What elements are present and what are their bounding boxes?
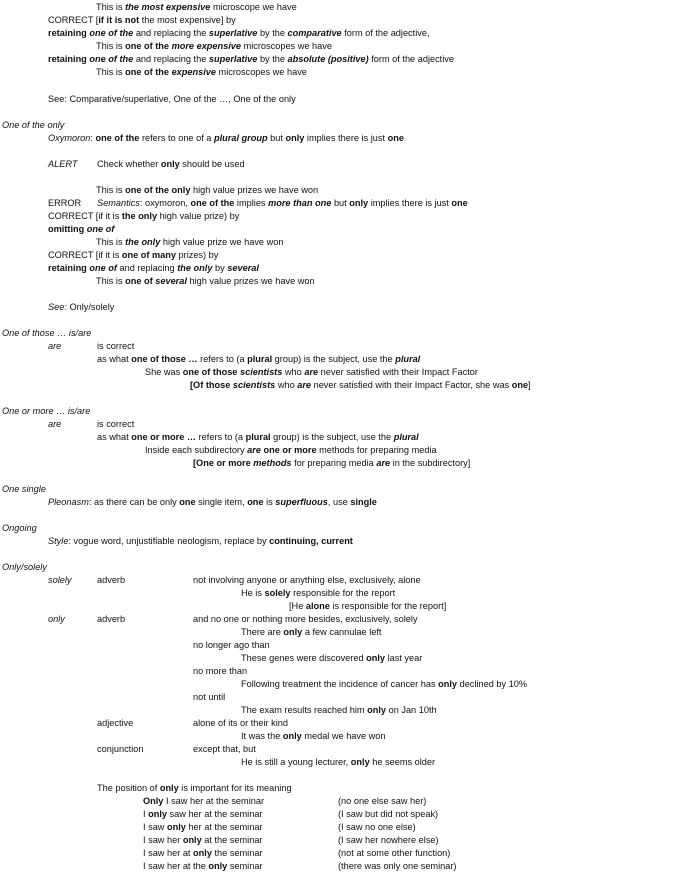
text-line: [145, 366, 478, 378]
text-line: [193, 613, 418, 625]
text-run: This is: [96, 41, 126, 51]
text-run: one: [387, 133, 404, 143]
text-run: One or more … is/are: [2, 406, 91, 416]
text-run: omitting: [48, 224, 87, 234]
text-line: [96, 236, 283, 248]
text-run: ERROR: [48, 198, 82, 208]
text-line: [143, 834, 263, 846]
text-run: only: [160, 159, 180, 169]
text-run: retaining: [48, 54, 90, 64]
text-run: conjunction: [97, 744, 144, 754]
text-run: absolute (positive): [287, 54, 369, 64]
text-run: There are: [241, 627, 284, 637]
text-run: See: Comparative/superlative, One of the …, One of the only: [48, 94, 296, 104]
text-run: the only: [121, 211, 158, 221]
text-run: only: [208, 861, 228, 871]
text-run: several: [155, 276, 187, 286]
text-run: high value prize) by: [157, 211, 240, 221]
text-run: only: [148, 809, 167, 819]
text-run: as what: [97, 354, 132, 364]
text-run: only: [283, 627, 303, 637]
text-run: I saw her: [143, 835, 183, 845]
text-run: superlative: [208, 54, 258, 64]
text-run: CORRECT [if it is: [48, 211, 122, 221]
text-run: , use: [327, 497, 351, 507]
text-run: not until: [193, 692, 226, 702]
text-run: one or more …: [131, 432, 197, 442]
text-run: is correct: [97, 419, 135, 429]
text-run: One of the only: [2, 120, 65, 130]
text-run: These genes were discovered: [241, 653, 367, 663]
text-run: refers to (a: [196, 432, 246, 442]
text-run: he seems older: [369, 757, 436, 767]
text-line: [97, 743, 143, 755]
text-run: (no one else saw her): [338, 796, 427, 806]
text-run: Only/solely: [2, 562, 47, 572]
text-run: CORRECT [if it is: [48, 250, 122, 260]
text-run: group) is the subject, use the: [272, 354, 396, 364]
text-run: scientists: [232, 380, 276, 390]
text-line: [96, 1, 297, 13]
text-run: ALERT: [48, 159, 78, 169]
text-line: [48, 574, 72, 586]
text-run: adverb: [97, 575, 126, 585]
text-run: by the: [257, 54, 288, 64]
text-run: (not at some other function): [338, 848, 451, 858]
text-run: :: [90, 133, 96, 143]
text-run: never satisfied with their Impact Factor, she was: [311, 380, 512, 390]
text-run: Only: [143, 796, 164, 806]
text-line: [338, 821, 416, 833]
text-run: (I saw her nowhere else): [338, 835, 439, 845]
text-run: saw her at the seminar: [167, 809, 263, 819]
text-run: microscope we have: [210, 2, 297, 12]
text-run: no longer ago than: [193, 640, 270, 650]
text-line: [97, 574, 125, 586]
text-line: [193, 574, 421, 586]
text-run: solely: [48, 575, 72, 585]
text-run: (I saw but did not speak): [338, 809, 439, 819]
text-run: Only/solely: [66, 302, 115, 312]
text-run: See:: [48, 302, 67, 312]
text-line: [145, 444, 437, 456]
text-line: [97, 197, 468, 209]
text-run: Pleonasm: [48, 497, 89, 507]
text-run: He is still a young lecturer,: [241, 757, 351, 767]
text-run: I saw her at: [143, 848, 194, 858]
text-line: [289, 600, 446, 612]
text-line: [143, 860, 263, 872]
text-run: methods for preparing media: [316, 445, 437, 455]
text-run: her at the seminar: [185, 822, 263, 832]
text-run: This is: [96, 2, 126, 12]
text-run: single item,: [195, 497, 248, 507]
text-run: never satisfied with their Impact Factor: [318, 367, 478, 377]
text-run: expensive: [171, 67, 216, 77]
text-line: [96, 275, 315, 287]
text-run: One single: [2, 484, 46, 494]
text-line: [48, 14, 236, 26]
text-run: Inside each subdirectory: [145, 445, 248, 455]
section-heading: [2, 327, 91, 339]
text-line: [338, 795, 426, 807]
text-run: alone: [305, 601, 330, 611]
text-run: only: [48, 614, 65, 624]
text-run: one of the: [190, 198, 235, 208]
text-run: single: [350, 497, 377, 507]
text-run: only: [285, 133, 305, 143]
text-run: Style: [48, 536, 69, 546]
text-line: [48, 132, 404, 144]
text-run: the seminar: [211, 848, 263, 858]
text-run: is correct: [97, 341, 135, 351]
text-line: [97, 717, 133, 729]
text-run: (I saw no one else): [338, 822, 416, 832]
text-run: This is: [96, 276, 126, 286]
text-line: [96, 40, 332, 52]
section-heading: [2, 119, 64, 131]
text-line: [97, 782, 292, 794]
text-run: only: [159, 783, 179, 793]
text-run: but: [267, 133, 286, 143]
text-line: [338, 860, 456, 872]
text-run: group) is the subject, use the: [270, 432, 394, 442]
text-run: Following treatment the incidence of cancer has: [241, 679, 439, 689]
text-run: [One or more: [193, 458, 254, 468]
text-run: is important for its meaning: [178, 783, 292, 793]
text-run: on Jan 10th: [386, 705, 437, 715]
text-run: are: [304, 367, 319, 377]
text-run: are: [297, 380, 312, 390]
text-run: several: [227, 263, 259, 273]
text-run: only: [193, 848, 212, 858]
text-line: [48, 27, 430, 39]
text-line: [193, 691, 225, 703]
text-run: one or more: [263, 445, 317, 455]
text-run: plural: [395, 354, 421, 364]
text-run: at the seminar: [201, 835, 263, 845]
text-run: one of the: [125, 41, 172, 51]
text-run: one of the: [89, 54, 134, 64]
text-run: is: [263, 497, 276, 507]
text-run: alone of its or their kind: [193, 718, 288, 728]
text-line: [193, 639, 270, 651]
text-run: one: [451, 198, 468, 208]
text-run: only: [282, 731, 302, 741]
text-run: (there was only one seminar): [338, 861, 457, 871]
text-run: only: [349, 198, 369, 208]
text-run: by: [212, 263, 228, 273]
text-run: high value prizes we have won: [190, 185, 319, 195]
text-run: solely: [264, 588, 291, 598]
text-run: scientists: [239, 367, 283, 377]
text-run: for preparing media: [291, 458, 377, 468]
text-run: one of: [86, 224, 115, 234]
text-run: responsible for the report: [290, 588, 396, 598]
text-run: microscopes we have: [216, 67, 307, 77]
text-run: The position of: [97, 783, 160, 793]
text-run: refers to (a: [197, 354, 248, 364]
text-line: [193, 665, 247, 677]
text-run: refers to one of a: [139, 133, 214, 143]
text-line: [97, 613, 125, 625]
text-run: only: [438, 679, 458, 689]
text-line: [96, 184, 318, 196]
text-line: [48, 418, 61, 430]
text-run: one: [511, 380, 529, 390]
text-run: in the subdirectory]: [390, 458, 471, 468]
text-line: [190, 379, 531, 391]
text-line: [48, 223, 114, 235]
text-run: and no one or nothing more besides, exclusively, solely: [193, 614, 418, 624]
text-line: [143, 821, 263, 833]
text-line: [193, 457, 470, 469]
text-run: if it is not: [98, 15, 140, 25]
text-line: [48, 535, 353, 547]
text-run: only: [182, 835, 202, 845]
text-line: [241, 626, 381, 638]
text-run: declined by 10%: [457, 679, 528, 689]
text-run: the most expensive: [125, 2, 211, 12]
text-run: plural: [393, 432, 419, 442]
text-run: the only: [177, 263, 213, 273]
text-run: I saw her at the seminar: [163, 796, 265, 806]
text-line: [338, 847, 450, 859]
text-run: by the: [257, 28, 288, 38]
text-line: [48, 340, 61, 352]
text-line: [338, 808, 438, 820]
text-run: one of the: [95, 133, 140, 143]
text-run: Semantics: [97, 198, 140, 208]
text-run: implies there is just: [368, 198, 452, 208]
text-run: one of many: [121, 250, 176, 260]
text-run: are: [48, 419, 62, 429]
text-run: CORRECT [: [48, 15, 99, 25]
text-line: [97, 340, 134, 352]
text-run: microscopes we have: [241, 41, 332, 51]
text-run: [He: [289, 601, 306, 611]
text-run: prizes) by: [175, 250, 219, 260]
text-run: I: [143, 809, 149, 819]
text-run: and replacing the: [133, 28, 209, 38]
text-run: : as there can be only: [88, 497, 180, 507]
section-heading: [2, 405, 90, 417]
text-line: [48, 249, 218, 261]
text-line: [143, 808, 263, 820]
text-run: seminar: [227, 861, 263, 871]
text-run: are: [376, 458, 391, 468]
text-run: last year: [385, 653, 423, 663]
text-run: only: [167, 822, 186, 832]
section-heading: [2, 483, 46, 495]
text-run: I saw: [143, 822, 167, 832]
text-run: medal we have won: [301, 731, 386, 741]
text-run: plural: [247, 354, 273, 364]
text-run: continuing, current: [269, 536, 353, 546]
text-run: but: [331, 198, 350, 208]
text-line: [241, 730, 386, 742]
text-line: [97, 418, 134, 430]
text-run: only: [350, 757, 370, 767]
text-run: one of those: [182, 367, 240, 377]
text-line: [241, 587, 395, 599]
text-run: one of: [125, 276, 156, 286]
text-run: one of the: [89, 28, 134, 38]
text-run: high value prize we have won: [160, 237, 284, 247]
text-line: [97, 353, 420, 365]
text-run: adverb: [97, 614, 126, 624]
text-run: retaining: [48, 263, 90, 273]
text-run: who: [282, 367, 305, 377]
text-line: [338, 834, 439, 846]
text-run: as what: [97, 432, 132, 442]
text-line: [48, 301, 114, 313]
text-line: [241, 756, 435, 768]
text-run: comparative: [287, 28, 342, 38]
text-line: [48, 262, 259, 274]
text-run: form of the adjective,: [341, 28, 430, 38]
text-run: form of the adjective: [368, 54, 454, 64]
text-run: except that, but: [193, 744, 256, 754]
text-line: [97, 431, 419, 443]
text-run: adjective: [97, 718, 134, 728]
text-run: methods: [253, 458, 292, 468]
text-run: only: [366, 653, 386, 663]
text-line: [96, 66, 307, 78]
text-run: Oxymoron: [48, 133, 91, 143]
section-heading: [2, 561, 47, 573]
text-run: the most expensive] by: [139, 15, 236, 25]
text-run: one: [179, 497, 196, 507]
text-run: The exam results reached him: [241, 705, 368, 715]
text-run: high value prizes we have won: [186, 276, 315, 286]
text-run: Ongoing: [2, 523, 37, 533]
text-run: one of those …: [131, 354, 198, 364]
text-run: retaining: [48, 28, 90, 38]
text-run: more than one: [268, 198, 332, 208]
text-run: He is: [241, 588, 265, 598]
text-line: [241, 704, 437, 716]
text-line: [241, 652, 422, 664]
text-run: plural: [245, 432, 271, 442]
text-line: [48, 158, 77, 170]
text-run: [Of those: [190, 380, 233, 390]
text-run: implies there is just: [304, 133, 388, 143]
text-run: is responsible for the report]: [329, 601, 447, 611]
text-line: [48, 496, 377, 508]
text-line: [97, 158, 245, 170]
text-run: one of: [89, 263, 117, 273]
text-run: One of those … is/are: [2, 328, 92, 338]
text-run: only: [367, 705, 387, 715]
text-run: : vogue word, unjustifiable neologism, replace by: [68, 536, 270, 546]
text-run: one of the only: [125, 185, 191, 195]
text-run: plural group: [213, 133, 268, 143]
text-run: Check whether: [97, 159, 161, 169]
text-run: She was: [145, 367, 183, 377]
text-run: the only: [125, 237, 161, 247]
text-run: : oxymoron,: [139, 198, 191, 208]
text-line: [48, 197, 81, 209]
text-line: [241, 678, 527, 690]
text-run: not involving anyone or anything else, exclusively, alone: [193, 575, 421, 585]
text-line: [48, 613, 65, 625]
text-run: This is: [96, 67, 126, 77]
text-run: and replacing the: [133, 54, 209, 64]
text-line: [193, 717, 288, 729]
text-run: I saw her at the: [143, 861, 209, 871]
text-run: should be used: [179, 159, 245, 169]
text-line: [48, 53, 454, 65]
text-line: [143, 795, 264, 807]
text-line: [48, 93, 296, 105]
text-run: one of the: [125, 67, 172, 77]
text-run: more expensive: [171, 41, 242, 51]
text-run: a few cannulae left: [302, 627, 382, 637]
text-run: one: [247, 497, 264, 507]
text-run: This is: [96, 185, 126, 195]
text-run: This is: [96, 237, 126, 247]
text-run: and replacing: [116, 263, 178, 273]
text-run: no more than: [193, 666, 248, 676]
text-run: It was the: [241, 731, 283, 741]
text-line: [48, 210, 239, 222]
text-line: [193, 743, 256, 755]
text-run: superfluous: [275, 497, 328, 507]
text-line: [143, 847, 263, 859]
text-run: implies: [234, 198, 269, 208]
text-run: are: [247, 445, 261, 455]
section-heading: [2, 522, 37, 534]
text-run: superlative: [208, 28, 258, 38]
text-run: who: [275, 380, 298, 390]
text-run: are: [48, 341, 62, 351]
text-run: ]: [528, 380, 531, 390]
